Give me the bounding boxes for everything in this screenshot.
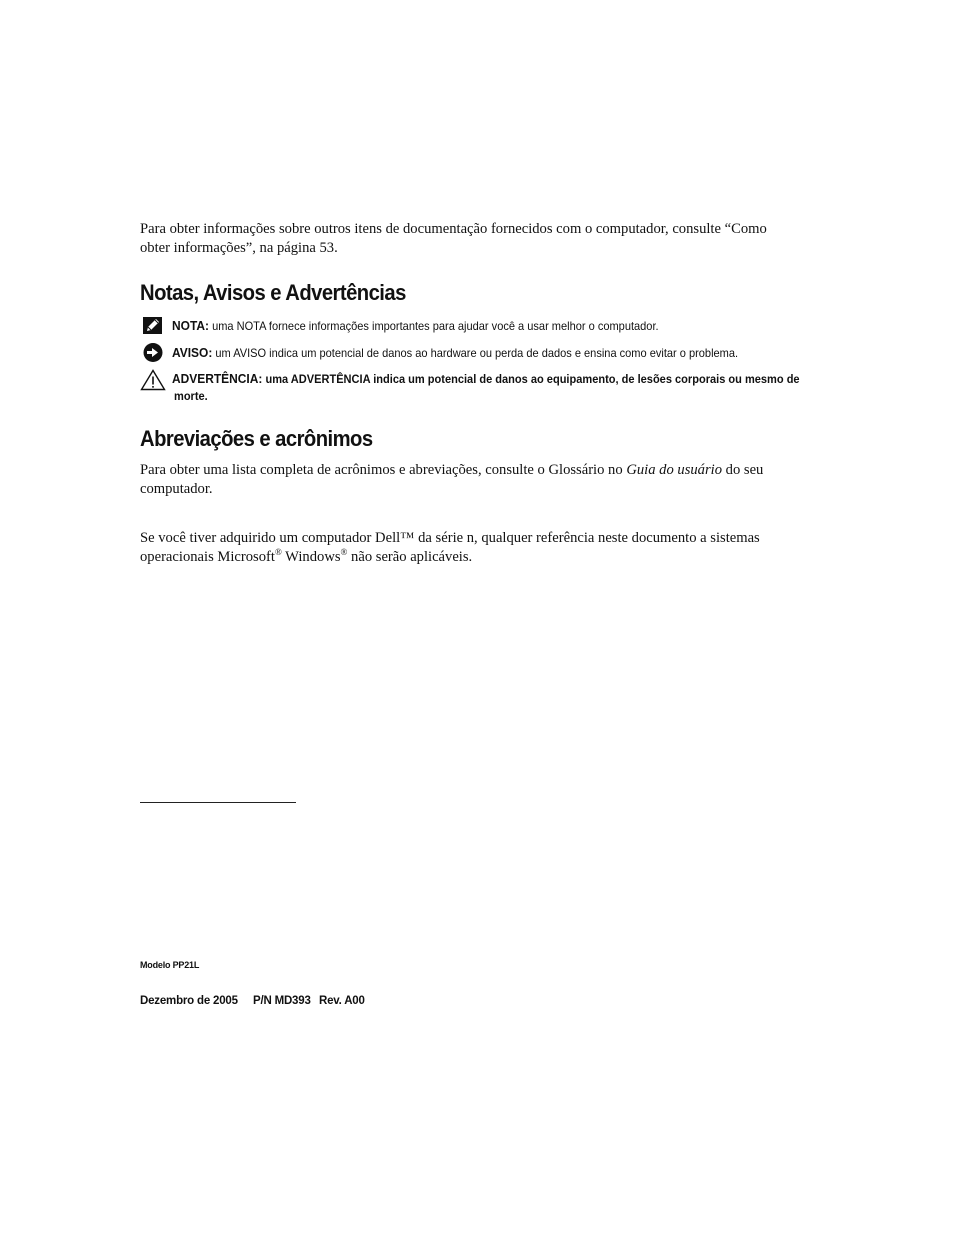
advertencia-text-line-1: uma ADVERTÊNCIA indica um potencial de danos ao equipamento, de lesões corporais ou mesmo de xyxy=(265,372,800,386)
document-date: Dezembro de 2005 xyxy=(140,995,238,1007)
revision: Rev. A00 xyxy=(319,995,365,1007)
advertencia-text-line-2: morte. xyxy=(174,389,208,403)
footnote-rule xyxy=(140,802,296,803)
user-guide-title: Guia do usuário xyxy=(626,462,722,478)
notices-heading: Notas, Avisos e Advertências xyxy=(140,280,406,305)
abbrev-p1-text-a: Para obter uma lista completa de acrônimos e abreviações, consulte o Glossário no xyxy=(140,462,627,478)
abbrev-p2-text-a: operacionais Microsoft xyxy=(140,549,275,565)
registered-mark-2: ® xyxy=(340,547,348,558)
abbrev-paragraph-2 xyxy=(140,529,840,567)
aviso-text: um AVISO indica um potencial de danos ao hardware ou perda de dados e ensina como evitar o problema. xyxy=(215,346,739,360)
advertencia-label: ADVERTÊNCIA: xyxy=(172,371,263,386)
nota-text: uma NOTA fornece informações importantes para ajudar você a usar melhor o computador. xyxy=(212,319,659,333)
aviso-label: AVISO: xyxy=(172,345,213,360)
pencil-note-icon xyxy=(140,316,164,336)
nota-label: NOTA: xyxy=(172,318,209,333)
abbrev-p1-line-2: computador. xyxy=(140,481,213,497)
intro-line-1: Para obter informações sobre outros itens de documentação fornecidos com o computador, consulte “Como xyxy=(140,221,767,237)
part-number: P/N MD393 xyxy=(253,995,311,1007)
abbrev-paragraph-1 xyxy=(140,461,840,499)
abbrev-heading: Abreviações e acrônimos xyxy=(140,426,373,451)
abbrev-p2-text-b: Windows xyxy=(281,549,341,565)
intro-line-2: obter informações”, na página 53. xyxy=(140,240,338,256)
registered-mark-1: ® xyxy=(274,547,282,558)
warning-triangle-icon xyxy=(140,369,164,389)
abbrev-p2-text-c: não serão aplicáveis. xyxy=(347,549,473,565)
model-label: Modelo PP21L xyxy=(140,960,200,970)
abbrev-p1-text-b: do seu xyxy=(722,462,764,478)
arrow-circle-icon xyxy=(140,343,164,363)
abbrev-p2-line-1: Se você tiver adquirido um computador Dell™ da série n, qualquer referência neste documento a sistemas xyxy=(140,530,760,546)
intro-paragraph xyxy=(140,220,840,258)
